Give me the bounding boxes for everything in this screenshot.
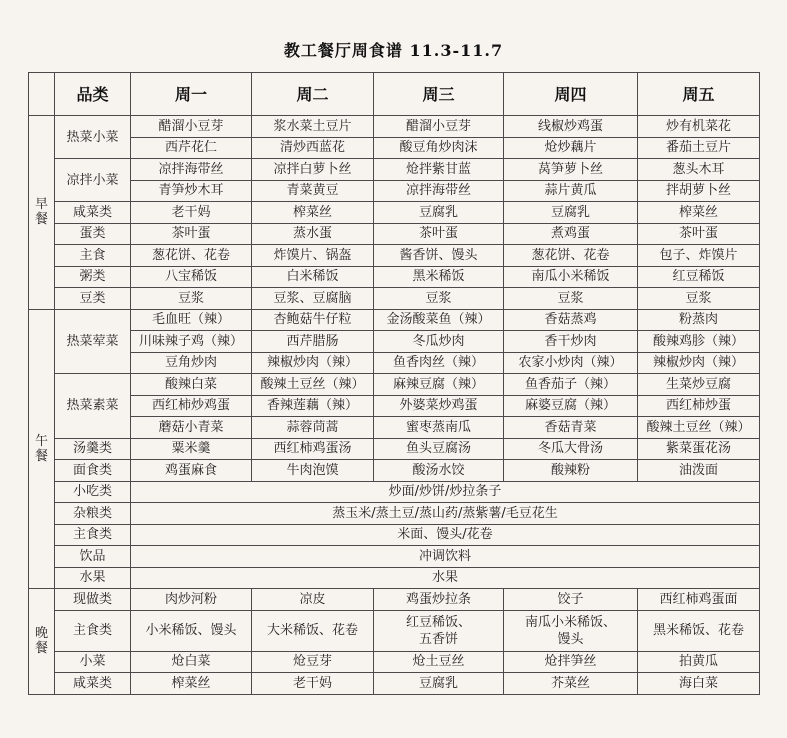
lunch-all-days: 水果: [131, 567, 760, 589]
table-row: [29, 460, 760, 482]
table-row: [29, 159, 760, 181]
breakfast-item-day-3: 豆腐乳: [374, 202, 504, 224]
breakfast-category: 凉拌小菜: [55, 159, 131, 202]
table-row: [29, 610, 760, 651]
lunch-item-day-5: 辣椒炒肉（辣）: [638, 352, 760, 374]
header-day-5: 周五: [638, 73, 760, 116]
table-row: [29, 116, 760, 138]
breakfast-item-day-4: 豆浆: [504, 288, 638, 310]
lunch-category: 热菜荤菜: [55, 309, 131, 374]
dinner-item-day-1: 榨菜丝: [131, 673, 252, 695]
lunch-category: 主食类: [55, 524, 131, 546]
page-title: 教工餐厅周食谱 11.3-11.7: [283, 41, 504, 60]
table-row: [29, 651, 760, 673]
lunch-item-day-5: 酸辣土豆丝（辣）: [638, 417, 760, 439]
table-row: [29, 524, 760, 546]
header-row: [29, 73, 760, 116]
dinner-item-day-5: 西红柿鸡蛋面: [638, 589, 760, 611]
lunch-item-day-3: 冬瓜炒肉: [374, 331, 504, 353]
dinner-item-day-4: 南瓜小米稀饭、 馒头: [504, 610, 638, 651]
lunch-category: 面食类: [55, 460, 131, 482]
table-row: [29, 417, 760, 439]
meal-label-char: 餐: [34, 448, 48, 464]
table-row: [29, 589, 760, 611]
lunch-all-days: 冲调饮料: [131, 546, 760, 568]
breakfast-item-day-1: 豆浆: [131, 288, 252, 310]
lunch-item-day-3: 酸汤水饺: [374, 460, 504, 482]
breakfast-item-day-1: 醋溜小豆芽: [131, 116, 252, 138]
table-row: [29, 309, 760, 331]
header-blank: [29, 73, 55, 116]
lunch-category: 小吃类: [55, 481, 131, 503]
breakfast-item-day-5: 葱头木耳: [638, 159, 760, 181]
breakfast-item-day-3: 酸豆角炒肉沫: [374, 137, 504, 159]
table-row: [29, 673, 760, 695]
breakfast-item-day-2: 蒸水蛋: [252, 223, 374, 245]
breakfast-item-day-3: 茶叶蛋: [374, 223, 504, 245]
meal-label-char: 餐: [34, 212, 48, 228]
breakfast-category: 主食: [55, 245, 131, 267]
lunch-meal-label: [29, 309, 55, 589]
table-row: [29, 352, 760, 374]
breakfast-item-day-2: 凉拌白萝卜丝: [252, 159, 374, 181]
breakfast-item-day-3: 豆浆: [374, 288, 504, 310]
breakfast-item-day-3: 炝拌紫甘蓝: [374, 159, 504, 181]
lunch-all-days: 米面、馒头/花卷: [131, 524, 760, 546]
breakfast-item-day-5: 包子、炸馍片: [638, 245, 760, 267]
breakfast-item-day-5: 番茄土豆片: [638, 137, 760, 159]
breakfast-item-day-2: 豆浆、豆腐脑: [252, 288, 374, 310]
breakfast-meal-label: [29, 116, 55, 310]
header-category: 品类: [55, 73, 131, 116]
breakfast-item-day-3: 醋溜小豆芽: [374, 116, 504, 138]
breakfast-item-day-1: 葱花饼、花卷: [131, 245, 252, 267]
breakfast-item-day-3: 黑米稀饭: [374, 266, 504, 288]
lunch-category: 汤羹类: [55, 438, 131, 460]
breakfast-category: 咸菜类: [55, 202, 131, 224]
dinner-category: 小菜: [55, 651, 131, 673]
lunch-item-day-4: 香菇青菜: [504, 417, 638, 439]
header-day-1: 周一: [131, 73, 252, 116]
breakfast-item-day-5: 拌胡萝卜丝: [638, 180, 760, 202]
breakfast-item-day-1: 八宝稀饭: [131, 266, 252, 288]
lunch-item-day-4: 鱼香茄子（辣）: [504, 374, 638, 396]
dinner-category: 现做类: [55, 589, 131, 611]
breakfast-item-day-5: 红豆稀饭: [638, 266, 760, 288]
lunch-item-day-1: 鸡蛋麻食: [131, 460, 252, 482]
lunch-all-days: 炒面/炒饼/炒拉条子: [131, 481, 760, 503]
meal-label-char: 晚: [34, 626, 48, 642]
breakfast-category: 粥类: [55, 266, 131, 288]
breakfast-category: 豆类: [55, 288, 131, 310]
table-row: [29, 202, 760, 224]
breakfast-item-day-1: 青笋炒木耳: [131, 180, 252, 202]
dinner-item-day-4: 芥菜丝: [504, 673, 638, 695]
lunch-item-day-5: 生菜炒豆腐: [638, 374, 760, 396]
breakfast-item-day-2: 浆水菜土豆片: [252, 116, 374, 138]
breakfast-item-day-1: 老干妈: [131, 202, 252, 224]
lunch-item-day-3: 金汤酸菜鱼（辣）: [374, 309, 504, 331]
lunch-item-day-5: 酸辣鸡胗（辣）: [638, 331, 760, 353]
lunch-item-day-1: 蘑菇小青菜: [131, 417, 252, 439]
lunch-item-day-3: 鱼头豆腐汤: [374, 438, 504, 460]
breakfast-item-day-2: 榨菜丝: [252, 202, 374, 224]
dinner-item-day-2: 大米稀饭、花卷: [252, 610, 374, 651]
dinner-item-day-2: 炝豆芽: [252, 651, 374, 673]
table-row: [29, 331, 760, 353]
breakfast-item-day-1: 西芹花仁: [131, 137, 252, 159]
header-day-2: 周二: [252, 73, 374, 116]
table-row: [29, 180, 760, 202]
header-day-3: 周三: [374, 73, 504, 116]
meal-label-char: 餐: [34, 641, 48, 657]
breakfast-item-day-5: 炒有机菜花: [638, 116, 760, 138]
table-row: [29, 567, 760, 589]
table-row: [29, 395, 760, 417]
breakfast-item-day-2: 炸馍片、锅盔: [252, 245, 374, 267]
breakfast-item-day-2: 清炒西蓝花: [252, 137, 374, 159]
weekly-menu-table: [28, 72, 760, 695]
breakfast-item-day-4: 南瓜小米稀饭: [504, 266, 638, 288]
breakfast-item-day-4: 莴笋萝卜丝: [504, 159, 638, 181]
lunch-item-day-3: 麻辣豆腐（辣）: [374, 374, 504, 396]
dinner-item-day-2: 凉皮: [252, 589, 374, 611]
lunch-item-day-5: 紫菜蛋花汤: [638, 438, 760, 460]
dinner-item-day-5: 黑米稀饭、花卷: [638, 610, 760, 651]
lunch-item-day-5: 西红柿炒蛋: [638, 395, 760, 417]
lunch-item-day-2: 西红柿鸡蛋汤: [252, 438, 374, 460]
dinner-item-day-1: 肉炒河粉: [131, 589, 252, 611]
breakfast-item-day-1: 茶叶蛋: [131, 223, 252, 245]
lunch-item-day-4: 酸辣粉: [504, 460, 638, 482]
table-row: [29, 438, 760, 460]
breakfast-item-day-3: 酱香饼、馒头: [374, 245, 504, 267]
breakfast-item-day-3: 凉拌海带丝: [374, 180, 504, 202]
lunch-category: 饮品: [55, 546, 131, 568]
dinner-item-day-2: 老干妈: [252, 673, 374, 695]
breakfast-item-day-4: 蒜片黄瓜: [504, 180, 638, 202]
breakfast-category: 热菜小菜: [55, 116, 131, 159]
lunch-item-day-4: 香干炒肉: [504, 331, 638, 353]
dinner-item-day-4: 饺子: [504, 589, 638, 611]
breakfast-item-day-4: 炝炒藕片: [504, 137, 638, 159]
lunch-item-day-3: 外婆菜炒鸡蛋: [374, 395, 504, 417]
lunch-item-day-4: 麻婆豆腐（辣）: [504, 395, 638, 417]
table-row: [29, 137, 760, 159]
dinner-item-day-5: 海白菜: [638, 673, 760, 695]
dinner-item-day-5: 拍黄瓜: [638, 651, 760, 673]
breakfast-item-day-4: 线椒炒鸡蛋: [504, 116, 638, 138]
lunch-item-day-1: 西红柿炒鸡蛋: [131, 395, 252, 417]
lunch-item-day-2: 蒜蓉茼蒿: [252, 417, 374, 439]
lunch-category: 热菜素菜: [55, 374, 131, 439]
lunch-item-day-4: 农家小炒肉（辣）: [504, 352, 638, 374]
breakfast-item-day-2: 白米稀饭: [252, 266, 374, 288]
dinner-item-day-3: 豆腐乳: [374, 673, 504, 695]
table-row: [29, 481, 760, 503]
lunch-item-day-1: 毛血旺（辣）: [131, 309, 252, 331]
meal-label-char: 午: [34, 433, 48, 449]
breakfast-item-day-1: 凉拌海带丝: [131, 159, 252, 181]
lunch-all-days: 蒸玉米/蒸土豆/蒸山药/蒸紫薯/毛豆花生: [131, 503, 760, 525]
dinner-item-day-1: 炝白菜: [131, 651, 252, 673]
dinner-item-day-3: 炝土豆丝: [374, 651, 504, 673]
lunch-item-day-3: 鱼香肉丝（辣）: [374, 352, 504, 374]
breakfast-item-day-5: 榨菜丝: [638, 202, 760, 224]
lunch-item-day-5: 油泼面: [638, 460, 760, 482]
dinner-item-day-4: 炝拌笋丝: [504, 651, 638, 673]
meal-label-char: 早: [34, 197, 48, 213]
breakfast-item-day-5: 茶叶蛋: [638, 223, 760, 245]
lunch-item-day-1: 川味辣子鸡（辣）: [131, 331, 252, 353]
lunch-item-day-3: 蜜枣蒸南瓜: [374, 417, 504, 439]
breakfast-item-day-4: 葱花饼、花卷: [504, 245, 638, 267]
dinner-category: 主食类: [55, 610, 131, 651]
dinner-category: 咸菜类: [55, 673, 131, 695]
lunch-item-day-2: 西芹腊肠: [252, 331, 374, 353]
lunch-item-day-5: 粉蒸肉: [638, 309, 760, 331]
lunch-item-day-2: 酸辣土豆丝（辣）: [252, 374, 374, 396]
lunch-item-day-1: 酸辣白菜: [131, 374, 252, 396]
lunch-item-day-4: 香菇蒸鸡: [504, 309, 638, 331]
lunch-item-day-2: 辣椒炒肉（辣）: [252, 352, 374, 374]
lunch-item-day-2: 牛肉泡馍: [252, 460, 374, 482]
breakfast-item-day-5: 豆浆: [638, 288, 760, 310]
lunch-item-day-2: 香辣莲藕（辣）: [252, 395, 374, 417]
dinner-meal-label: [29, 589, 55, 695]
table-row: [29, 374, 760, 396]
table-row: [29, 546, 760, 568]
lunch-item-day-1: 粟米羹: [131, 438, 252, 460]
lunch-item-day-1: 豆角炒肉: [131, 352, 252, 374]
table-row: [29, 223, 760, 245]
dinner-item-day-3: 红豆稀饭、 五香饼: [374, 610, 504, 651]
lunch-item-day-4: 冬瓜大骨汤: [504, 438, 638, 460]
breakfast-item-day-4: 豆腐乳: [504, 202, 638, 224]
table-row: [29, 266, 760, 288]
breakfast-category: 蛋类: [55, 223, 131, 245]
breakfast-item-day-4: 煮鸡蛋: [504, 223, 638, 245]
lunch-category: 水果: [55, 567, 131, 589]
dinner-item-day-1: 小米稀饭、馒头: [131, 610, 252, 651]
header-day-4: 周四: [504, 73, 638, 116]
dinner-item-day-3: 鸡蛋炒拉条: [374, 589, 504, 611]
table-row: [29, 288, 760, 310]
lunch-category: 杂粮类: [55, 503, 131, 525]
table-row: [29, 245, 760, 267]
lunch-item-day-2: 杏鲍菇牛仔粒: [252, 309, 374, 331]
table-row: [29, 503, 760, 525]
breakfast-item-day-2: 青菜黄豆: [252, 180, 374, 202]
